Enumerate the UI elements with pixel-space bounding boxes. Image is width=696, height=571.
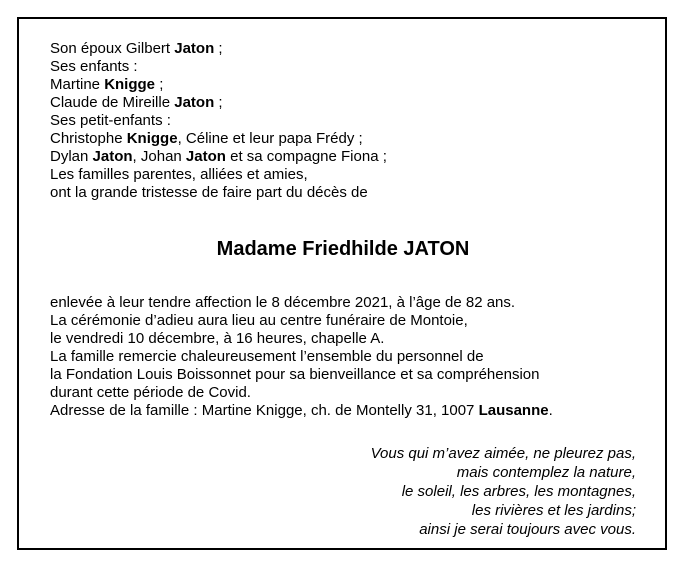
details-line-death: enlevée à leur tendre affection le 8 décembre 2021, à l’âge de 82 ans. xyxy=(50,294,516,311)
family-line-child-1: Martine Knigge ; xyxy=(50,76,164,93)
details-line-ceremony: La cérémonie d’adieu aura lieu au centre funéraire de Montoie, xyxy=(50,312,468,329)
family-line-announcement: ont la grande tristesse de faire part du décès de xyxy=(50,184,368,201)
family-line-spouse: Son époux Gilbert Jaton ; xyxy=(50,40,223,57)
family-line-children-heading: Ses enfants : xyxy=(50,58,138,75)
poem-line-5: ainsi je serai toujours avec vous. xyxy=(419,521,636,538)
poem-line-2: mais contemplez la nature, xyxy=(456,464,636,481)
family-line-grandchildren-heading: Ses petit-enfants : xyxy=(50,112,171,129)
details-line-covid: durant cette période de Covid. xyxy=(50,384,251,401)
deceased-name: Madame Friedhilde JATON xyxy=(216,238,470,260)
family-line-child-2: Claude de Mireille Jaton ; xyxy=(50,94,223,111)
details-line-date: le vendredi 10 décembre, à 16 heures, chapelle A. xyxy=(50,330,385,347)
details-line-foundation: la Fondation Louis Boissonnet pour sa bienveillance et sa compréhension xyxy=(50,366,540,383)
family-line-relatives: Les familles parentes, alliées et amies, xyxy=(50,166,308,183)
details-line-thanks: La famille remercie chaleureusement l’ensemble du personnel de xyxy=(50,348,484,365)
poem-line-1: Vous qui m’avez aimée, ne pleurez pas, xyxy=(370,445,636,462)
poem-line-4: les rivières et les jardins; xyxy=(471,502,636,519)
details-line-address: Adresse de la famille : Martine Knigge, ch. de Montelly 31, 1007 Lausanne. xyxy=(50,402,553,419)
family-line-grandchild-2: Dylan Jaton, Johan Jaton et sa compagne Fiona ; xyxy=(50,148,387,165)
family-line-grandchild-1: Christophe Knigge, Céline et leur papa Frédy ; xyxy=(50,130,363,147)
poem-line-3: le soleil, les arbres, les montagnes, xyxy=(401,483,636,500)
